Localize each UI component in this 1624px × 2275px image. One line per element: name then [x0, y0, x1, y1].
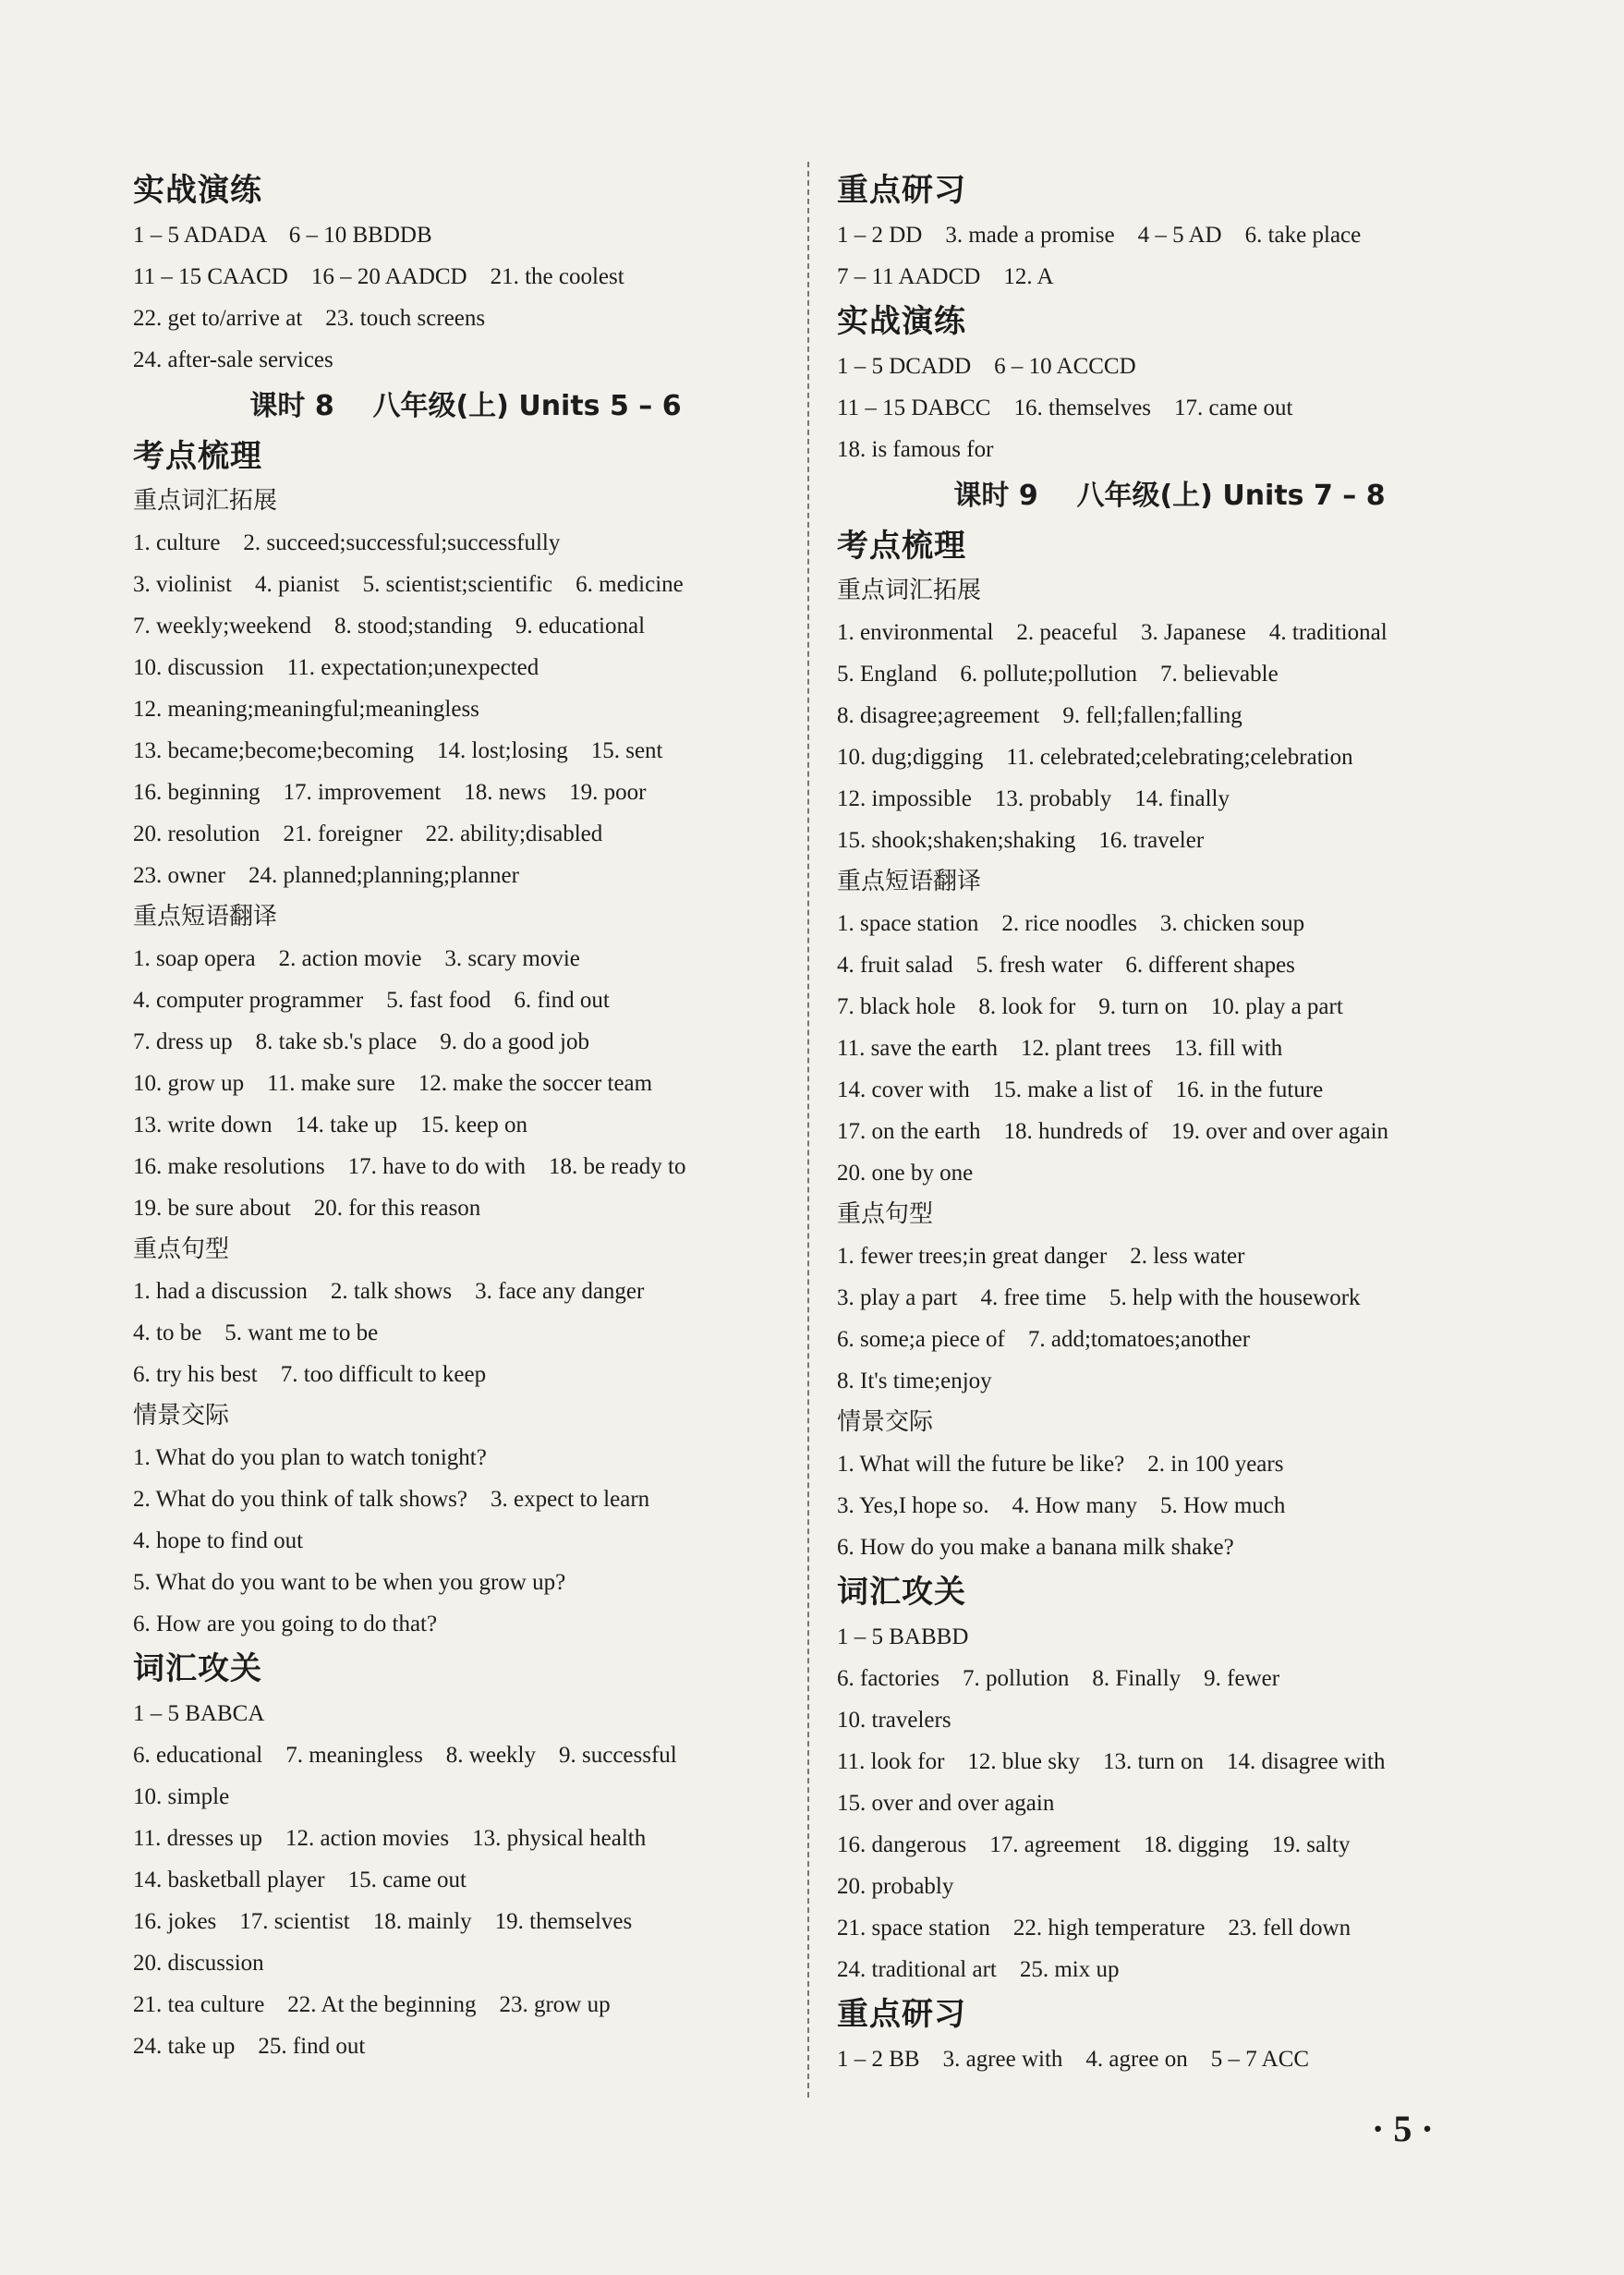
section-title: 词汇攻关 [133, 1650, 262, 1687]
lesson-heading: 课时 8 八年级(上) Units 5 – 6 [249, 390, 682, 422]
answer-line: 1. soap opera 2. action movie 3. scary movie [133, 946, 580, 971]
answer-line: 11. dresses up 12. action movies 13. physical health [133, 1826, 647, 1851]
answer-line: 22. get to/arrive at 23. touch screens [133, 306, 486, 331]
answer-line: 3. Yes,I hope so. 4. How many 5. How much [837, 1493, 1286, 1518]
answer-line: 1. What will the future be like? 2. in 100 years [837, 1452, 1284, 1477]
answer-line: 12. meaning;meaningful;meaningless [133, 697, 479, 722]
answer-line: 1. space station 2. rice noodles 3. chicken soup [837, 911, 1305, 936]
answer-line: 1 – 5 BABCA [133, 1701, 265, 1726]
lesson-heading: 课时 9 八年级(上) Units 7 – 8 [953, 480, 1386, 512]
section-title: 实战演练 [133, 172, 262, 209]
answer-line: 10. discussion 11. expectation;unexpected [133, 655, 539, 680]
answer-line: 17. on the earth 18. hundreds of 19. over and over again [837, 1119, 1389, 1144]
answer-line: 21. tea culture 22. At the beginning 23. grow up [133, 1992, 611, 2017]
answer-line: 11 – 15 CAACD 16 – 20 AADCD 21. the coolest [133, 264, 624, 289]
answer-line: 8. disagree;agreement 9. fell;fallen;falling [837, 703, 1242, 728]
column-divider [807, 162, 809, 2098]
answer-line: 1 – 2 BB 3. agree with 4. agree on 5 – 7 ACC [837, 2047, 1310, 2072]
answer-line: 1 – 5 BABBD [837, 1624, 969, 1649]
answer-line: 20. discussion [133, 1951, 264, 1976]
subsection-title: 重点句型 [837, 1200, 934, 1228]
answer-line: 1. had a discussion 2. talk shows 3. face any danger [133, 1279, 645, 1304]
answer-line: 15. over and over again [837, 1791, 1055, 1816]
subsection-title: 重点词汇拓展 [133, 487, 278, 515]
section-title: 考点梳理 [837, 528, 966, 565]
answer-line: 20. one by one [837, 1161, 974, 1186]
answer-line: 24. after-sale services [133, 347, 333, 372]
right-column [837, 166, 1502, 2080]
answer-line: 1. What do you plan to watch tonight? [133, 1445, 487, 1470]
answer-line: 3. play a part 4. free time 5. help with the housework [837, 1285, 1361, 1310]
answer-line: 16. beginning 17. improvement 18. news 19. poor [133, 780, 647, 805]
answer-line: 4. hope to find out [133, 1528, 304, 1553]
answer-line: 6. try his best 7. too difficult to keep [133, 1362, 487, 1387]
answer-line: 5. What do you want to be when you grow up? [133, 1570, 566, 1595]
answer-line: 11 – 15 DABCC 16. themselves 17. came out [837, 395, 1293, 420]
answer-line: 6. How do you make a banana milk shake? [837, 1535, 1234, 1560]
answer-line: 10. grow up 11. make sure 12. make the soccer team [133, 1071, 653, 1096]
answer-line: 24. take up 25. find out [133, 2034, 366, 2059]
subsection-title: 重点句型 [133, 1235, 230, 1263]
answer-line: 16. jokes 17. scientist 18. mainly 19. themselves [133, 1909, 633, 1934]
section-title: 实战演练 [837, 303, 966, 340]
page-number: · 5 · [1372, 2108, 1434, 2149]
answer-line: 13. became;become;becoming 14. lost;losing 15. sent [133, 738, 663, 763]
answer-line: 4. computer programmer 5. fast food 6. find out [133, 988, 610, 1013]
answer-line: 10. travelers [837, 1708, 951, 1733]
answer-line: 7 – 11 AADCD 12. A [837, 264, 1054, 289]
answer-line: 11. look for 12. blue sky 13. turn on 14. disagree with [837, 1749, 1386, 1774]
answer-line: 14. cover with 15. make a list of 16. in the future [837, 1077, 1324, 1102]
subsection-title: 重点词汇拓展 [837, 577, 982, 604]
answer-line: 4. to be 5. want me to be [133, 1320, 379, 1345]
answer-line: 21. space station 22. high temperature 23. fell down [837, 1916, 1351, 1940]
answer-line: 6. some;a piece of 7. add;tomatoes;another [837, 1327, 1251, 1352]
answer-line: 14. basketball player 15. came out [133, 1867, 467, 1892]
answer-line: 7. weekly;weekend 8. stood;standing 9. educational [133, 614, 646, 639]
answer-line: 4. fruit salad 5. fresh water 6. different shapes [837, 953, 1295, 978]
subsection-title: 重点短语翻译 [133, 903, 278, 931]
answer-line: 3. violinist 4. pianist 5. scientist;scientific 6. medicine [133, 572, 684, 597]
answer-line: 10. dug;digging 11. celebrated;celebrating;celebration [837, 745, 1353, 770]
answer-line: 16. make resolutions 17. have to do with 18. be ready to [133, 1154, 686, 1179]
answer-line: 1. environmental 2. peaceful 3. Japanese 4. traditional [837, 620, 1388, 645]
answer-line: 23. owner 24. planned;planning;planner [133, 863, 519, 888]
answer-line: 5. England 6. pollute;pollution 7. believable [837, 662, 1279, 687]
answer-line: 8. It's time;enjoy [837, 1369, 992, 1393]
answer-line: 6. educational 7. meaningless 8. weekly 9. successful [133, 1743, 677, 1768]
section-title: 重点研习 [837, 1996, 966, 2033]
left-column [133, 166, 798, 2067]
answer-line: 12. impossible 13. probably 14. finally [837, 786, 1230, 811]
answer-line: 1. fewer trees;in great danger 2. less water [837, 1244, 1245, 1269]
answer-line: 1 – 2 DD 3. made a promise 4 – 5 AD 6. take place [837, 223, 1362, 248]
answer-line: 16. dangerous 17. agreement 18. digging 19. salty [837, 1832, 1351, 1857]
answer-line: 24. traditional art 25. mix up [837, 1957, 1120, 1982]
subsection-title: 情景交际 [837, 1408, 934, 1436]
section-title: 考点梳理 [133, 438, 262, 475]
answer-line: 10. simple [133, 1784, 230, 1809]
section-title: 重点研习 [837, 172, 966, 209]
answer-line: 1. culture 2. succeed;successful;successfully [133, 530, 561, 555]
subsection-title: 重点短语翻译 [837, 868, 982, 895]
answer-line: 7. black hole 8. look for 9. turn on 10. play a part [837, 994, 1343, 1019]
answer-line: 6. factories 7. pollution 8. Finally 9. fewer [837, 1666, 1280, 1691]
subsection-title: 情景交际 [133, 1402, 230, 1429]
answer-line: 1 – 5 ADADA 6 – 10 BBDDB [133, 223, 432, 248]
section-title: 词汇攻关 [837, 1574, 966, 1611]
answer-line: 19. be sure about 20. for this reason [133, 1196, 481, 1221]
answer-line: 6. How are you going to do that? [133, 1612, 438, 1636]
answer-line: 11. save the earth 12. plant trees 13. fill with [837, 1036, 1283, 1061]
answer-line: 1 – 5 DCADD 6 – 10 ACCCD [837, 354, 1136, 379]
answer-line: 18. is famous for [837, 437, 994, 462]
answer-line: 20. probably [837, 1874, 954, 1899]
answer-line: 7. dress up 8. take sb.'s place 9. do a good job [133, 1029, 590, 1054]
answer-line: 15. shook;shaken;shaking 16. traveler [837, 828, 1205, 853]
answer-line: 13. write down 14. take up 15. keep on [133, 1113, 528, 1138]
answer-line: 20. resolution 21. foreigner 22. ability;disabled [133, 821, 603, 846]
answer-line: 2. What do you think of talk shows? 3. expect to learn [133, 1487, 650, 1512]
